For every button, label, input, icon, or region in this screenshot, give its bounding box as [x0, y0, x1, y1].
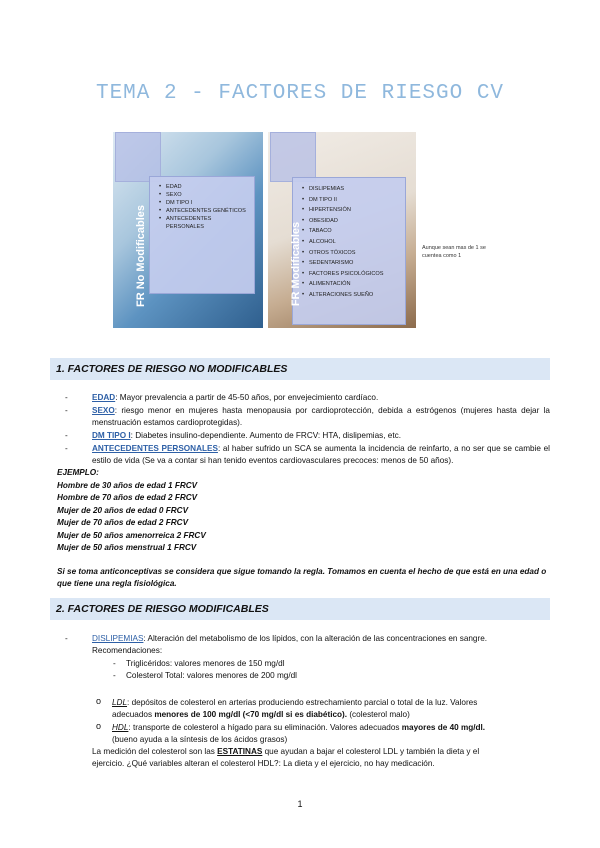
ldl-values-line: [112, 709, 550, 721]
statins-text-end: que ayudan a bajar el colesterol LDL y también la dieta y el: [262, 747, 480, 756]
list-item: • ALTERACIONES SUEÑO: [309, 290, 401, 301]
statins-key: ESTATINAS: [217, 747, 263, 756]
hdl-key: HDL: [112, 723, 129, 732]
ldl-text: : depósitos de colesterol en arterias produciendo estrechamiento parcial o total de la luz. Valores: [127, 698, 478, 707]
item-key: EDAD: [92, 393, 116, 402]
exercise-line: ejercicio. ¿Qué variables alteran el colesterol HDL?: La dieta y el ejercicio, no hay medicación.: [92, 759, 435, 768]
list-item: • TABACO: [309, 226, 401, 237]
item-text: : Diabetes insulino-dependiente. Aumento de FRCV: HTA, dislipemias, etc.: [130, 431, 401, 440]
page-title: TEMA 2 - FACTORES DE RIESGO CV: [95, 82, 505, 105]
recommendations-label: Recomendaciones:: [92, 646, 163, 655]
dash-marker: -: [113, 671, 116, 680]
item-key: DISLIPEMIAS: [92, 634, 144, 643]
ldl-line: [112, 697, 550, 709]
list-item: • DM TIPO I: [166, 199, 250, 207]
ldl-values-bold: menores de 100 mg/dl (<70 mg/dl si es diabético).: [154, 710, 348, 719]
non-modifiable-factors-image: [113, 132, 263, 328]
list-item: • ALIMENTACIÓN: [309, 279, 401, 290]
cholesterol-line: Colesterol Total: valores menores de 200 mg/dl: [126, 671, 297, 680]
ldl-values-note: (colesterol malo): [347, 710, 410, 719]
example-line: Mujer de 20 años de edad 0 FRCV: [57, 506, 189, 515]
item-text: : al haber sufrido un SCA se aumenta la incidencia de reinfarto, a no ser que se cambie el estilo de vida (Se va a contar si han tenido eventos cardiovasculares precoces: menos de 50 años).: [92, 444, 551, 465]
example-label: EJEMPLO:: [57, 468, 99, 477]
list-item: • EDAD: [166, 183, 250, 191]
aside-note: Aunque sean mas de 1 se cuentea como 1: [422, 245, 486, 259]
item-text: : riesgo menor en mujeres hasta menopausia por cardioprotección, debida a estrógenos (mujeres hasta dejar la menstruación estamos cardioprotegidas).: [92, 406, 550, 427]
modifiable-list-box: [292, 177, 406, 325]
example-line: Mujer de 70 años de edad 2 FRCV: [57, 518, 189, 527]
decorative-square: [270, 132, 316, 182]
section-1-header: 1. FACTORES DE RIESGO NO MODIFICABLES: [50, 358, 550, 380]
hdl-line: [112, 722, 550, 734]
list-item: • HIPERTENSIÓN: [309, 205, 401, 216]
ldl-key: LDL: [112, 698, 128, 707]
note-paragraph: Si se toma anticonceptivas se considera que sigue tomando la regla. Tomamos en cuenta el hecho de que está en una edad o que tiene una regla fisiológica.: [57, 567, 547, 588]
dash-marker: -: [113, 659, 116, 668]
panel-left-label: FR No Modificables: [135, 204, 147, 308]
list-item: • ANTECEDENTES GENÉTICOS: [166, 207, 250, 215]
item-text: : Alteración del metabolismo de los lípidos, con la alteración de las concentraciones en sangre.: [143, 634, 488, 643]
hdl-values-bold: mayores de 40 mg/dl.: [401, 723, 486, 732]
statins-line: [92, 746, 552, 758]
list-item: • OBESIDAD: [309, 216, 401, 227]
list-item: • ANTECEDENTES PERSONALES: [166, 215, 250, 231]
item-key: ANTECEDENTES PERSONALES: [92, 444, 218, 453]
example-line: Mujer de 50 años menstrual 1 FRCV: [57, 543, 197, 552]
modifiable-list: [293, 178, 405, 301]
statins-text: La medición del colesterol son las: [92, 747, 218, 756]
hdl-note: (bueno ayuda a la síntesis de los ácidos grasos): [112, 735, 288, 744]
list-item: • SEDENTARISMO: [309, 258, 401, 269]
panel-right-label: FR Modificables: [290, 221, 302, 307]
item-key: SEXO: [92, 406, 115, 415]
item-text: : Mayor prevalencia a partir de 45-50 años, por envejecimiento cardíaco.: [115, 393, 379, 402]
ldl-values-text: adecuados: [112, 710, 155, 719]
section-2-header: 2. FACTORES DE RIESGO MODIFICABLES: [50, 598, 550, 620]
list-item: • DISLIPEMIAS: [309, 184, 401, 195]
item-key: DM TIPO I: [92, 431, 131, 440]
decorative-square: [115, 132, 161, 182]
example-line: Hombre de 30 años de edad 1 FRCV: [57, 481, 198, 490]
page-number: 1: [297, 799, 303, 809]
non-modifiable-list-box: [149, 176, 255, 294]
list-item: • ALCOHOL: [309, 237, 401, 248]
list-item: • OTROS TÓXICOS: [309, 248, 401, 259]
example-line: Hombre de 70 años de edad 2 FRCV: [57, 493, 198, 502]
modifiable-factors-image: [268, 132, 416, 328]
list-item: • FACTORES PSICOLÓGICOS: [309, 269, 401, 280]
example-line: Mujer de 50 años amenorreica 2 FRCV: [57, 531, 206, 540]
non-modifiable-list: [150, 177, 254, 231]
hdl-text: : transporte de colesterol a hígado para su eliminación. Valores adecuados: [128, 723, 402, 732]
triglycerides-line: Triglicéridos: valores menores de 150 mg/dl: [126, 659, 285, 668]
list-item: • DM TIPO II: [309, 195, 401, 206]
list-item: • SEXO: [166, 191, 250, 199]
bullet-marker: o: [96, 721, 102, 731]
bullet-marker: o: [96, 696, 102, 706]
